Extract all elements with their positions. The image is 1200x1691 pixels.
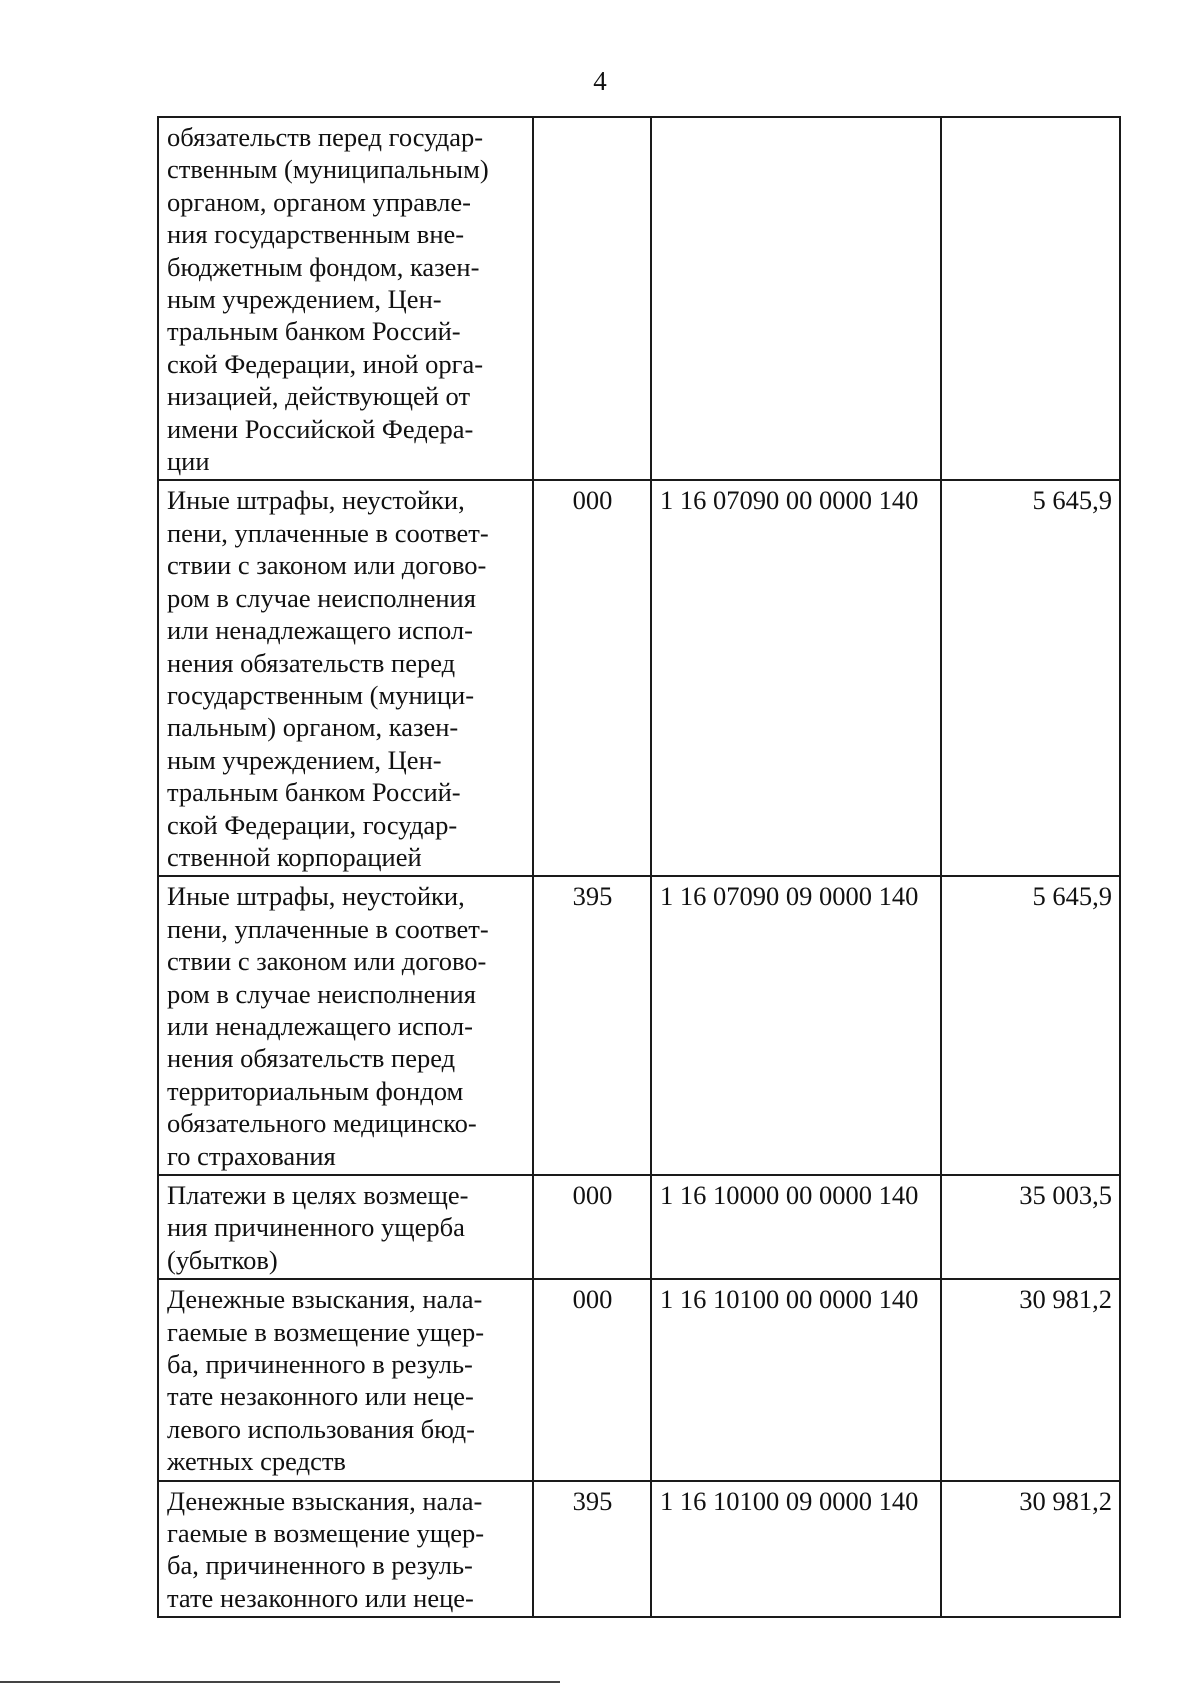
table-row <box>158 117 1120 480</box>
budget-revenue-table <box>157 116 1121 1618</box>
row-name-cell: обязательств перед государ- ственным (муниципальным) органом, органом управле- ния государственным вне- бюджетным фондом, казен- ным учреждением, Цен- тральным банком Россий- ской Федерации, иной орга- низацией, действующей от имени Российской Федера- ции <box>158 117 533 480</box>
row-sum-cell <box>941 117 1120 480</box>
table-row <box>158 480 1120 876</box>
row-admin-code-cell: 000 <box>533 1175 651 1279</box>
row-budget-code-cell: 1 16 10000 00 0000 140 <box>651 1175 941 1279</box>
row-name-cell: Денежные взыскания, нала- гаемые в возмещение ущер- ба, причиненного в резуль- тате незаконного или неце- левого использования бюд- жетных средств <box>158 1279 533 1480</box>
row-sum-cell: 5 645,9 <box>941 480 1120 876</box>
row-budget-code-cell <box>651 117 941 480</box>
row-sum-cell: 35 003,5 <box>941 1175 1120 1279</box>
row-name-cell: Иные штрафы, неустойки, пени, уплаченные в соответ- ствии с законом или догово- ром в случае неисполнения или ненадлежащего испол- нения обязательств перед территориальным фондом обязательного медицинско- го страхования <box>158 876 533 1175</box>
row-budget-code-cell: 1 16 10100 00 0000 140 <box>651 1279 941 1480</box>
table-row <box>158 1279 1120 1480</box>
table-row <box>158 1175 1120 1279</box>
row-admin-code-cell: 395 <box>533 1481 651 1618</box>
row-sum-cell: 30 981,2 <box>941 1279 1120 1480</box>
page-number: 4 <box>593 66 607 96</box>
table-row <box>158 876 1120 1175</box>
row-sum-cell: 5 645,9 <box>941 876 1120 1175</box>
row-admin-code-cell <box>533 117 651 480</box>
row-name-cell: Платежи в целях возмеще- ния причиненного ущерба (убытков) <box>158 1175 533 1279</box>
row-sum-cell: 30 981,2 <box>941 1481 1120 1618</box>
row-admin-code-cell: 395 <box>533 876 651 1175</box>
row-budget-code-cell: 1 16 10100 09 0000 140 <box>651 1481 941 1618</box>
row-admin-code-cell: 000 <box>533 1279 651 1480</box>
row-admin-code-cell: 000 <box>533 480 651 876</box>
row-budget-code-cell: 1 16 07090 00 0000 140 <box>651 480 941 876</box>
page-bottom-rule <box>0 1681 560 1683</box>
row-budget-code-cell: 1 16 07090 09 0000 140 <box>651 876 941 1175</box>
table-row <box>158 1481 1120 1618</box>
row-name-cell: Денежные взыскания, нала- гаемые в возмещение ущер- ба, причиненного в резуль- тате незаконного или неце- <box>158 1481 533 1618</box>
row-name-cell: Иные штрафы, неустойки, пени, уплаченные в соответ- ствии с законом или догово- ром в случае неисполнения или ненадлежащего испол- нения обязательств перед государственным (муници- пальным) органом, казен- ным учреждением, Цен- тральным банком Россий- ской Федерации, государ- ственной корпорацией <box>158 480 533 876</box>
